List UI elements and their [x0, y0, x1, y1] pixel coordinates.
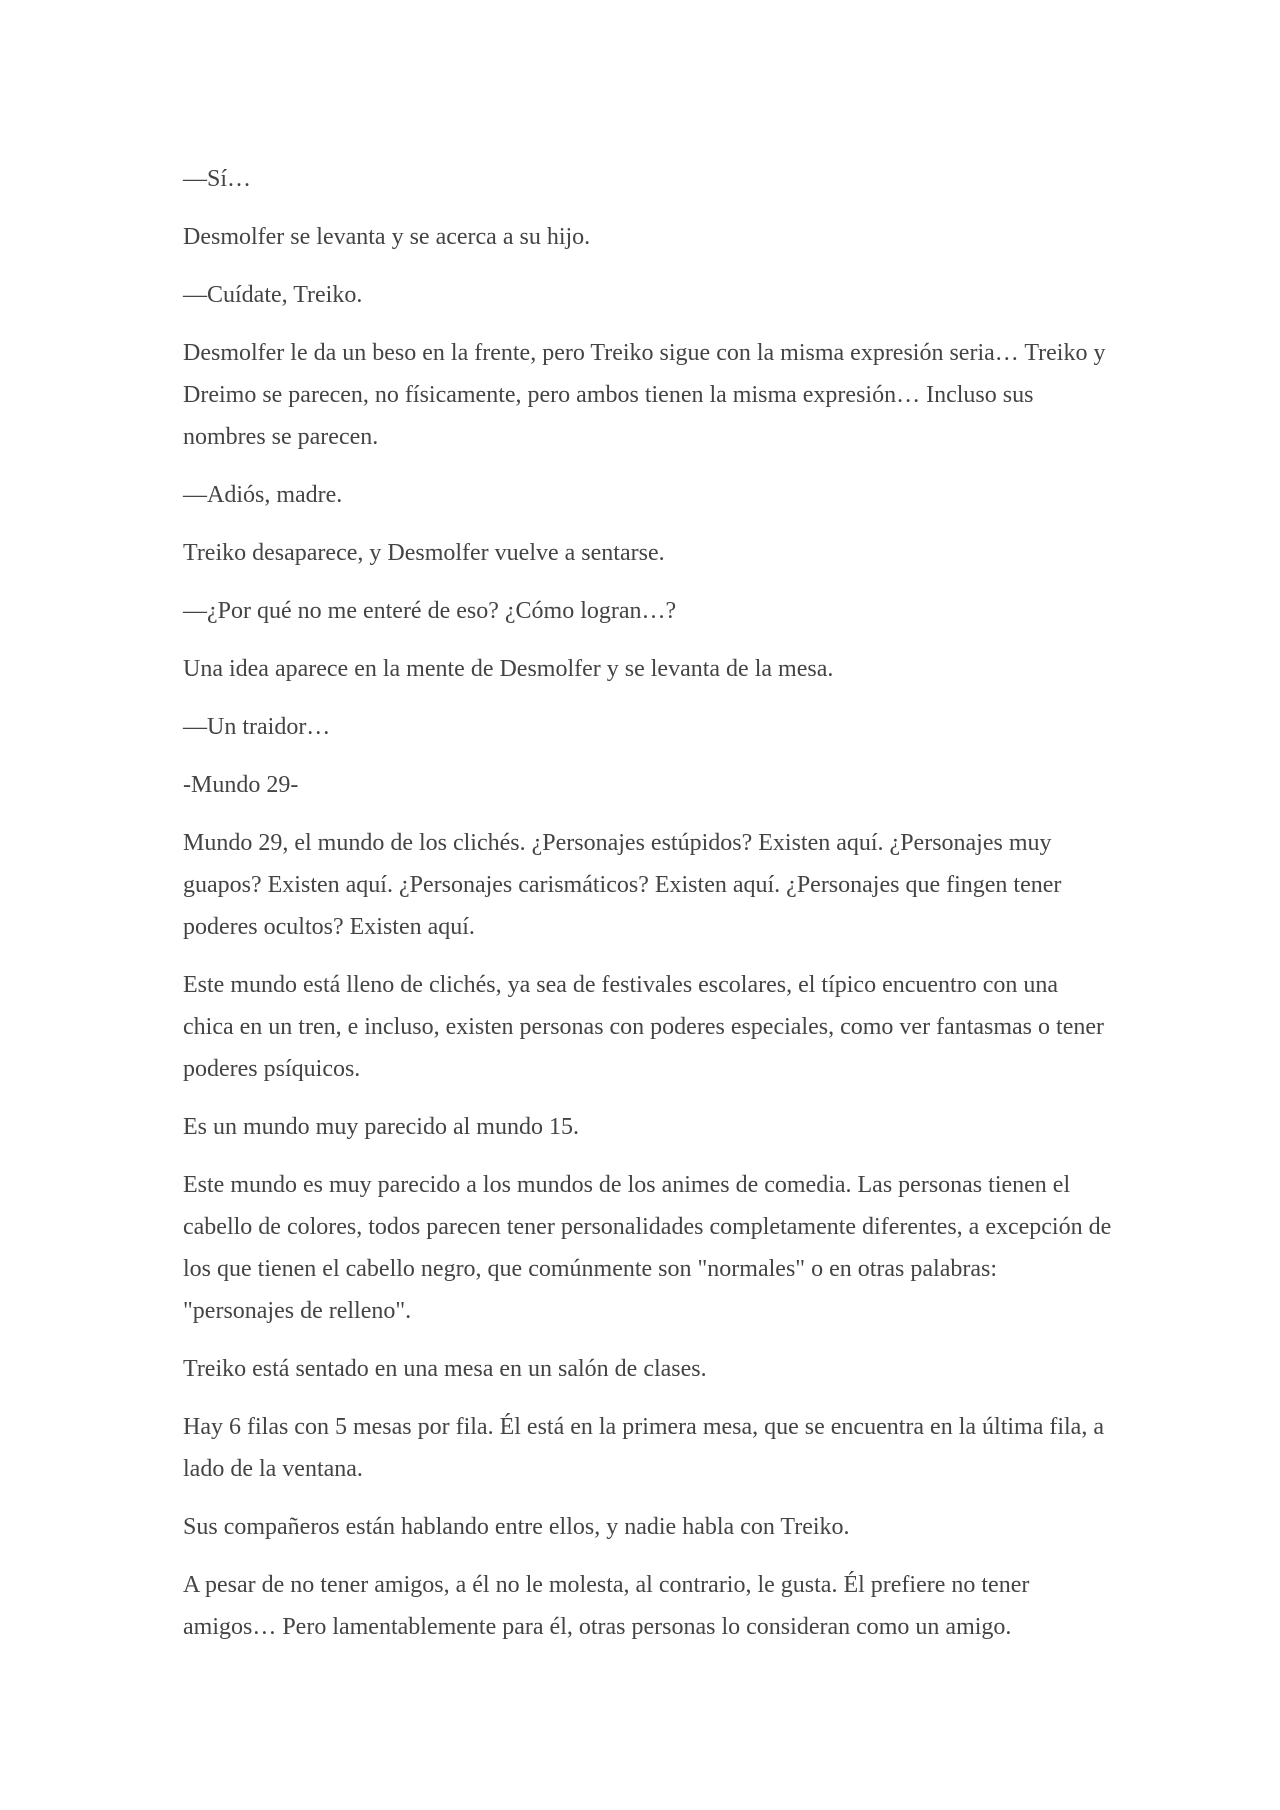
paragraph-narration: Este mundo está lleno de clichés, ya sea de festivales escolares, el típico encuentro con una chica en un tren, e incluso, existen personas con poderes especiales, como ver fantasmas o tener poderes psíquicos. [183, 972, 1104, 1082]
paragraph-dialogue: —Un traidor… [183, 714, 331, 740]
paragraph-narration: A pesar de no tener amigos, a él no le molesta, al contrario, le gusta. Él prefiere no tener amigos… Pero lamentablemente para él, otras personas lo consideran como un amigo. [183, 1572, 1030, 1640]
paragraph-narration: Es un mundo muy parecido al mundo 15. [183, 1114, 579, 1140]
paragraph-dialogue: —Cuídate, Treiko. [183, 282, 363, 308]
paragraph-narration: Desmolfer se levanta y se acerca a su hijo. [183, 224, 591, 250]
paragraph-dialogue-si: —Sí… [183, 166, 252, 192]
section-heading: -Mundo 29- [183, 772, 299, 798]
paragraph-narration: Desmolfer le da un beso en la frente, pero Treiko sigue con la misma expresión seria… Treiko y Dreimo se parecen, no físicamente, pero ambos tienen la misma expresión… Incluso sus nombres se parecen. [183, 340, 1106, 450]
document-body [183, 158, 1113, 1664]
paragraph-narration: Treiko está sentado en una mesa en un salón de clases. [183, 1356, 707, 1382]
paragraph-narration: Este mundo es muy parecido a los mundos de los animes de comedia. Las personas tienen el cabello de colores, todos parecen tener personalidades completamente diferentes, a excepción de los que tienen el cabello negro, que comúnmente son "normales" o en otras palabras: "personajes de relleno". [183, 1172, 1112, 1324]
paragraph-dialogue: —¿Por qué no me enteré de eso? ¿Cómo logran…? [183, 598, 677, 624]
paragraph-narration: Mundo 29, el mundo de los clichés. ¿Personajes estúpidos? Existen aquí. ¿Personajes muy guapos? Existen aquí. ¿Personajes carismáticos? Existen aquí. ¿Personajes que fingen tener poderes ocultos? Existen aquí. [183, 830, 1062, 940]
paragraph-narration: Hay 6 filas con 5 mesas por fila. Él está en la primera mesa, que se encuentra en la última fila, a lado de la ventana. [183, 1414, 1104, 1482]
paragraph-dialogue: —Adiós, madre. [183, 482, 343, 508]
paragraph-narration: Treiko desaparece, y Desmolfer vuelve a sentarse. [183, 540, 665, 566]
paragraph-narration: Una idea aparece en la mente de Desmolfer y se levanta de la mesa. [183, 656, 834, 682]
paragraph-narration: Sus compañeros están hablando entre ellos, y nadie habla con Treiko. [183, 1514, 850, 1540]
